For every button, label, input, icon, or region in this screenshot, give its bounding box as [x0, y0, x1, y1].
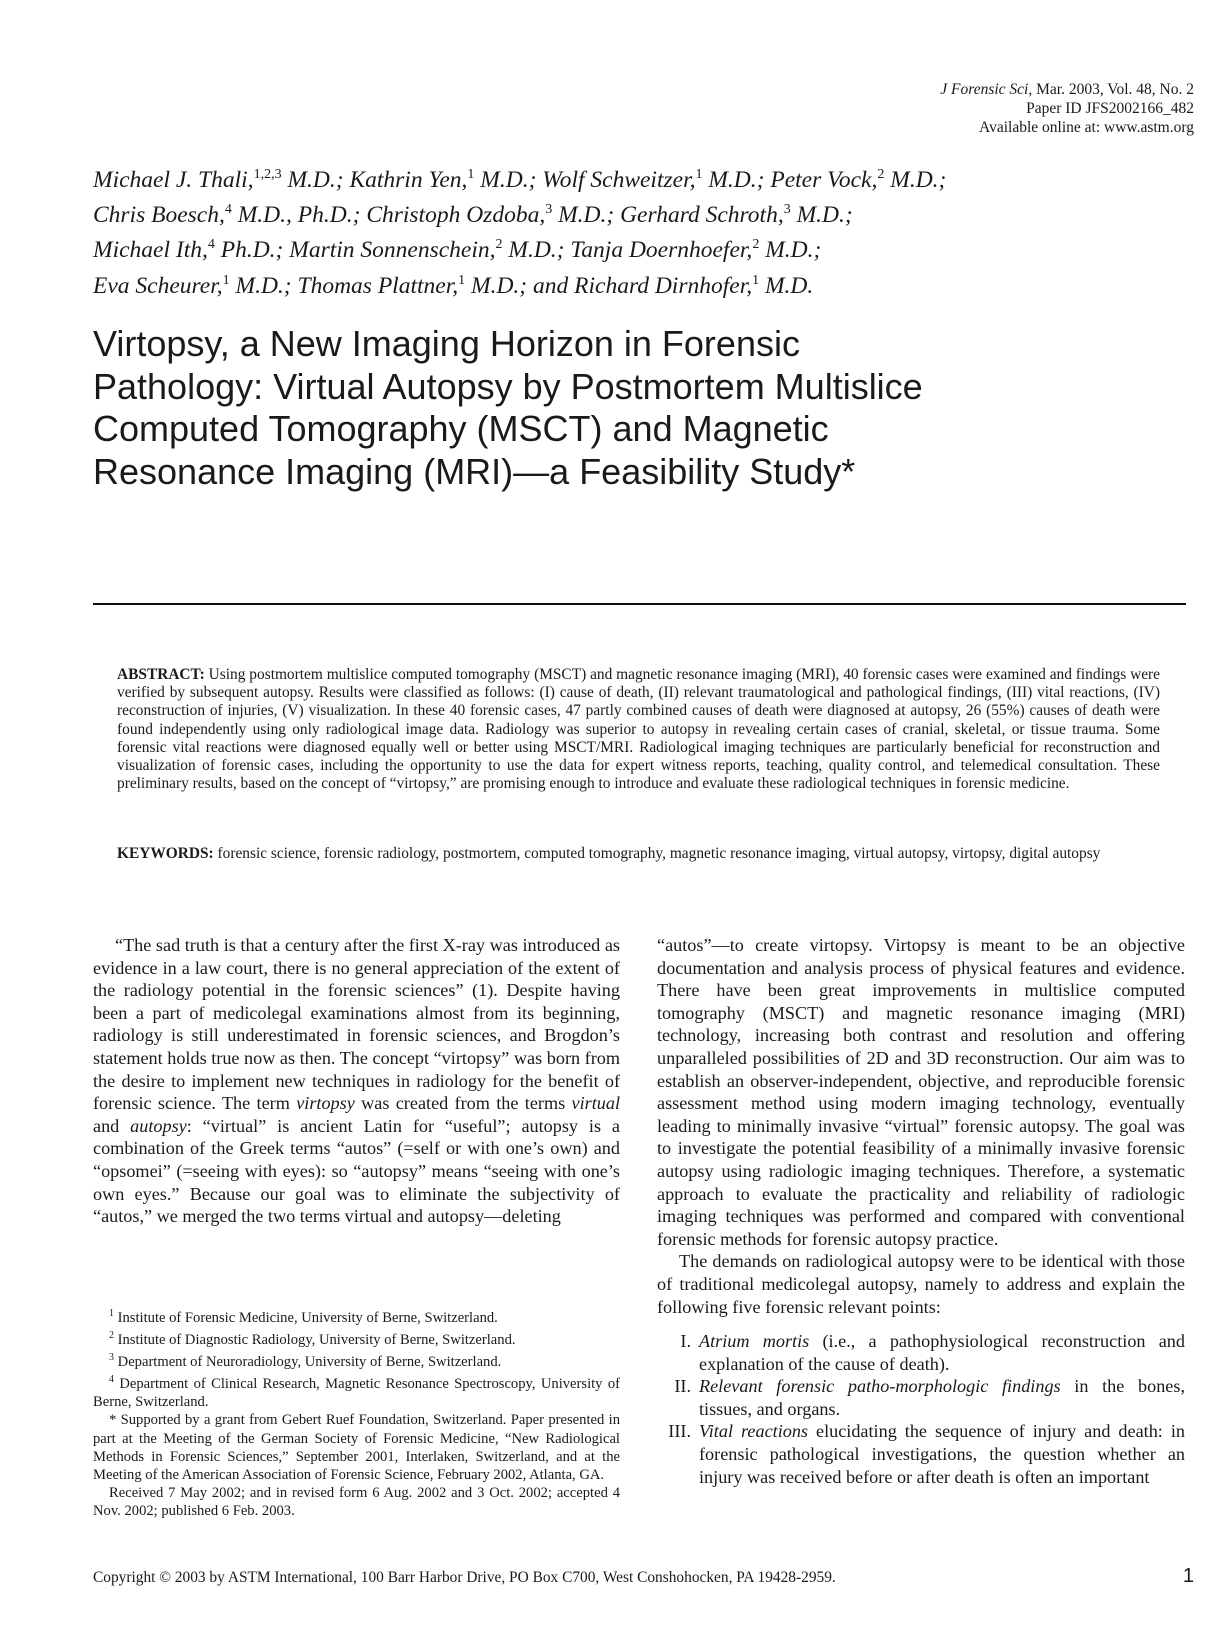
forensic-points-list	[657, 1330, 1185, 1488]
abstract	[117, 666, 1160, 793]
paper-title: Virtopsy, a New Imaging Horizon in Forensic Pathology: Virtual Autopsy by Postmortem Multislice Computed Tomography (MSCT) and Magnetic Resonance Imaging (MRI)—a Feasibility Study*	[93, 323, 923, 492]
abstract-label: ABSTRACT:	[117, 666, 205, 683]
footnote-funding: * Supported by a grant from Gebert Ruef Foundation, Switzerland. Paper presented in part at the Meeting of the German Society of Forensic Medicine, “New Radiological Methods in Forensic Sciences,” September 2001, Interlaken, Switzerland, and at the Meeting of the American Association of Forensic Science, February 2002, Atlanta, GA.	[93, 1412, 620, 1484]
body-column-right	[657, 934, 1185, 1488]
footnote-received: Received 7 May 2002; and in revised form 6 Aug. 2002 and 3 Oct. 2002; accepted 4 Nov. 2002; published 6 Feb. 2003.	[93, 1485, 620, 1520]
author: Kathrin Yen,$^1$ M.D.;	[349, 166, 543, 193]
author: Peter Vock,$^2$ M.D.;	[770, 166, 947, 193]
body-paragraph: The demands on radiological autopsy were to be identical with those of traditional medicolegal autopsy, namely to address and explain the following five forensic relevant points:	[657, 1251, 1185, 1317]
paper-id: Paper ID JFS2002166_482	[1026, 100, 1194, 117]
author-list	[93, 160, 1153, 301]
list-item: III. Vital reactions elucidating the sequence of injury and death: in forensic pathological investigations, the question whether an injury was received before or after death is often an important	[668, 1421, 1185, 1487]
copyright-footer: Copyright © 2003 by ASTM International, 100 Barr Harbor Drive, PO Box C700, West Conshohocken, PA 19428-2959.	[93, 1569, 836, 1586]
availability-note: Available online at: www.astm.org	[979, 119, 1194, 136]
page-number: 1	[1182, 1565, 1194, 1587]
abstract-text: Using postmortem multislice computed tomography (MSCT) and magnetic resonance imaging (MRI), 40 forensic cases were examined and findings were verified by subsequent autopsy. Results were classified as follows: (I) cause of death, (II) relevant traumatological and pathological findings, (III) vital reactions, (IV) reconstruction of injuries, (V) visualization. In these 40 forensic cases, 47 partly combined causes of death were diagnosed at autopsy, 26 (55%) causes of death were found independently using only radiological image data. Radiology was superior to autopsy in revealing certain cases of cranial, skeletal, or tissue trauma. Some forensic vital reactions were diagnosed equally well or better using MSCT/MRI. Radiological imaging techniques are particularly beneficial for reconstruction and visualization of forensic cases, including the opportunity to use the data for expert witness reports, teaching, quality control, and telemedical consultation. These preliminary results, based on the concept of “virtopsy,” are promising enough to introduce and evaluate these radiological techniques in forensic medicine.	[117, 666, 1160, 793]
journal-name: J Forensic Sci	[940, 81, 1029, 98]
author: Eva Scheurer,$^1$ M.D.;	[93, 272, 298, 299]
footnotes	[93, 1305, 620, 1521]
author: Michael Ith,$^4$ Ph.D.;	[93, 237, 290, 264]
keywords-text: forensic science, forensic radiology, postmortem, computed tomography, magnetic resonance imaging, virtual autopsy, virtopsy, digital autopsy	[217, 845, 1101, 862]
author: Gerhard Schroth,$^3$ M.D.;	[620, 202, 853, 229]
keywords-label: KEYWORDS:	[117, 845, 214, 862]
author: Richard Dirnhofer,$^1$ M.D.	[574, 272, 814, 299]
footnote: $^4$ Department of Clinical Research, Magnetic Resonance Spectroscopy, University of Berne, Switzerland.	[93, 1374, 620, 1411]
journal-issue: , Mar. 2003, Vol. 48, No. 2	[1028, 81, 1194, 98]
list-item: II. Relevant forensic patho-morphologic findings in the bones, tissues, and organs.	[674, 1376, 1185, 1419]
body-column-left	[93, 934, 620, 1228]
footnote: $^1$ Institute of Forensic Medicine, University of Berne, Switzerland.	[109, 1308, 498, 1326]
body-paragraph: “The sad truth is that a century after the first X-ray was introduced as evidence in a law court, there is no general appreciation of the extent of the radiology potential in the forensic sciences” (1). Despite having been a part of medicolegal examinations almost from its beginning, radiology is still underestimated in forensic sciences, and Brogdon’s statement holds true now as then. The concept “virtopsy” was born from the desire to implement new techniques in radiology for the benefit of forensic science. The term virtopsy was created from the terms virtual and autopsy: “virtual” is ancient Latin for “useful”; autopsy is a combination of the Greek terms “autos” (=self or with one’s own) and “opsomei” (=seeing with eyes): so “autopsy” means “seeing with one’s own eyes.” Because our goal was to eliminate the subjectivity of “autos,” we merged the two terms virtual and autopsy—deleting	[93, 935, 620, 1227]
author: Michael J. Thali,$^{1,2,3}$ M.D.;	[93, 166, 350, 193]
list-item: I. Atrium mortis (i.e., a pathophysiological reconstruction and explanation of the cause of death).	[680, 1331, 1185, 1374]
keywords	[117, 845, 1160, 863]
title-divider	[93, 603, 1186, 605]
author: Martin Sonnenschein,$^2$ M.D.;	[289, 237, 571, 264]
journal-citation	[940, 80, 1194, 99]
author: Christoph Ozdoba,$^3$ M.D.;	[366, 202, 621, 229]
author: Thomas Plattner,$^1$ M.D.; and	[297, 272, 575, 299]
author: Chris Boesch,$^4$ M.D., Ph.D.;	[93, 202, 367, 229]
footnote: $^3$ Department of Neuroradiology, University of Berne, Switzerland.	[109, 1352, 502, 1370]
body-paragraph: “autos”—to create virtopsy. Virtopsy is meant to be an objective documentation and analysis process of physical features and evidence. There have been great improvements in multislice computed tomography (MSCT) and magnetic resonance imaging (MRI) technology, increasing both contrast and resolution and offering unparalleled possibilities of 2D and 3D reconstruction. Our aim was to establish an observer-independent, objective, and reproducible forensic assessment method using modern imaging technology, eventually leading to minimally invasive “virtual” forensic autopsy. The goal was to investigate the potential feasibility of a minimally invasive forensic autopsy using radiologic imaging techniques. Therefore, a systematic approach to evaluate the practicality and reliability of radiologic imaging techniques was performed and compared with conventional forensic methods for forensic autopsy practice.	[657, 935, 1185, 1249]
journal-header	[940, 80, 1194, 137]
footnote: $^2$ Institute of Diagnostic Radiology, University of Berne, Switzerland.	[109, 1330, 516, 1348]
author: Wolf Schweitzer,$^1$ M.D.;	[542, 166, 771, 193]
author: Tanja Doernhoefer,$^2$ M.D.;	[570, 237, 822, 264]
